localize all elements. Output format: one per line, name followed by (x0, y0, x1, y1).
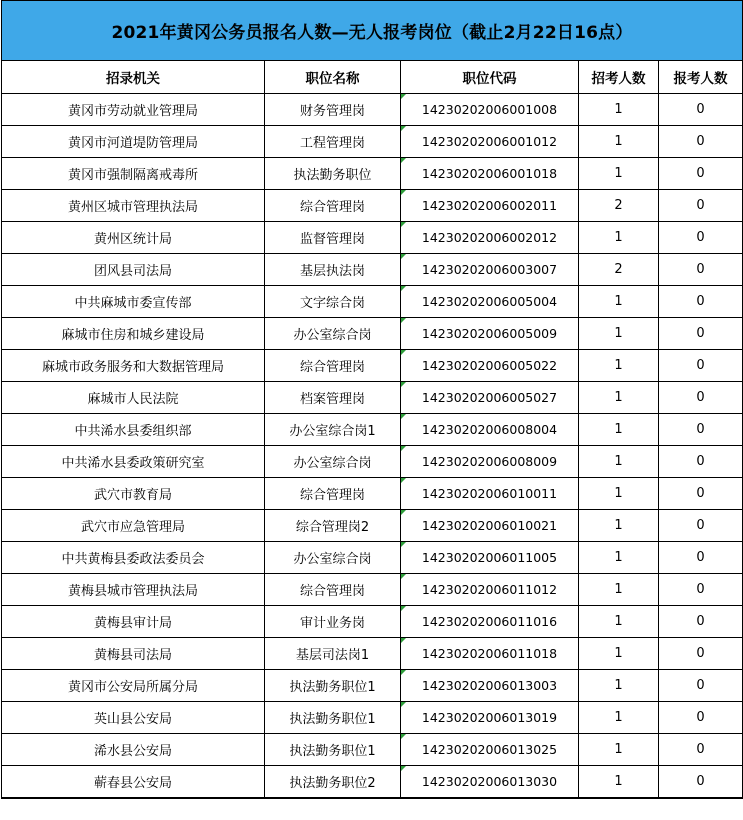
cell-position-code[interactable]: 14230202006005009 (401, 318, 579, 350)
cell-agency[interactable]: 麻城市住房和城乡建设局 (2, 318, 265, 350)
cell-position-name[interactable]: 基层司法岗1 (265, 638, 401, 670)
cell-position-name[interactable]: 审计业务岗 (265, 606, 401, 638)
cell-position-name[interactable]: 办公室综合岗 (265, 318, 401, 350)
table-row (2, 542, 743, 574)
cell-applicant-count[interactable]: 0 (659, 126, 743, 158)
cell-position-name[interactable]: 办公室综合岗 (265, 542, 401, 574)
cell-applicant-count[interactable]: 0 (659, 414, 743, 446)
cell-agency[interactable]: 黄州区统计局 (2, 222, 265, 254)
cell-recruit-count[interactable]: 1 (579, 734, 659, 766)
cell-position-code[interactable]: 14230202006001018 (401, 158, 579, 190)
table-row (2, 414, 743, 446)
cell-recruit-count[interactable]: 1 (579, 350, 659, 382)
cell-recruit-count[interactable]: 2 (579, 190, 659, 222)
cell-recruit-count[interactable]: 1 (579, 542, 659, 574)
cell-applicant-count[interactable]: 0 (659, 638, 743, 670)
cell-position-name[interactable]: 文字综合岗 (265, 286, 401, 318)
cell-position-name[interactable]: 工程管理岗 (265, 126, 401, 158)
table-row (2, 606, 743, 638)
cell-applicant-count[interactable]: 0 (659, 574, 743, 606)
cell-position-name[interactable]: 办公室综合岗 (265, 446, 401, 478)
cell-agency[interactable]: 蕲春县公安局 (2, 766, 265, 798)
table-row (2, 158, 743, 190)
cell-agency[interactable]: 黄梅县审计局 (2, 606, 265, 638)
cell-applicant-count[interactable]: 0 (659, 94, 743, 126)
cell-applicant-count[interactable]: 0 (659, 222, 743, 254)
table-row (2, 638, 743, 670)
cell-position-code[interactable]: 14230202006005027 (401, 382, 579, 414)
cell-recruit-count[interactable]: 1 (579, 414, 659, 446)
cell-applicant-count[interactable]: 0 (659, 702, 743, 734)
table-row (2, 94, 743, 126)
table-row (2, 318, 743, 350)
cell-position-code[interactable]: 14230202006011018 (401, 638, 579, 670)
table-row (2, 446, 743, 478)
cell-position-name[interactable]: 执法勤务职位1 (265, 702, 401, 734)
table-row (2, 670, 743, 702)
table-row (2, 126, 743, 158)
cell-agency[interactable]: 武穴市教育局 (2, 478, 265, 510)
table-row (2, 510, 743, 542)
cell-recruit-count[interactable]: 1 (579, 158, 659, 190)
table-row (2, 766, 743, 798)
cell-position-code[interactable]: 14230202006013019 (401, 702, 579, 734)
cell-position-code[interactable]: 14230202006005022 (401, 350, 579, 382)
cell-position-name[interactable]: 综合管理岗2 (265, 510, 401, 542)
cell-position-name[interactable]: 综合管理岗 (265, 478, 401, 510)
cell-recruit-count[interactable]: 1 (579, 606, 659, 638)
cell-agency[interactable]: 黄冈市公安局所属分局 (2, 670, 265, 702)
cell-position-code[interactable]: 14230202006003007 (401, 254, 579, 286)
table-row (2, 478, 743, 510)
header-position-code: 职位代码 (401, 61, 579, 94)
cell-position-name[interactable]: 执法勤务职位2 (265, 766, 401, 798)
cell-position-name[interactable]: 档案管理岗 (265, 382, 401, 414)
cell-agency[interactable]: 黄梅县司法局 (2, 638, 265, 670)
cell-applicant-count[interactable]: 0 (659, 734, 743, 766)
table-row (2, 222, 743, 254)
cell-position-name[interactable]: 综合管理岗 (265, 574, 401, 606)
cell-agency[interactable]: 麻城市政务服务和大数据管理局 (2, 350, 265, 382)
header-row (2, 61, 743, 94)
cell-applicant-count[interactable]: 0 (659, 478, 743, 510)
table-row (2, 702, 743, 734)
cell-agency[interactable]: 中共麻城市委宣传部 (2, 286, 265, 318)
cell-position-code[interactable]: 14230202006002012 (401, 222, 579, 254)
cell-agency[interactable]: 黄州区城市管理执法局 (2, 190, 265, 222)
table-row (2, 190, 743, 222)
cell-agency[interactable]: 黄冈市强制隔离戒毒所 (2, 158, 265, 190)
cell-agency[interactable]: 英山县公安局 (2, 702, 265, 734)
cell-recruit-count[interactable]: 1 (579, 222, 659, 254)
cell-recruit-count[interactable]: 1 (579, 382, 659, 414)
cell-agency[interactable]: 黄梅县城市管理执法局 (2, 574, 265, 606)
cell-position-code[interactable]: 14230202006008009 (401, 446, 579, 478)
cell-position-code[interactable]: 14230202006008004 (401, 414, 579, 446)
cell-agency[interactable]: 黄冈市劳动就业管理局 (2, 94, 265, 126)
cell-applicant-count[interactable]: 0 (659, 542, 743, 574)
cell-position-name[interactable]: 监督管理岗 (265, 222, 401, 254)
cell-agency[interactable]: 武穴市应急管理局 (2, 510, 265, 542)
cell-position-code[interactable]: 14230202006001008 (401, 94, 579, 126)
cell-recruit-count[interactable]: 1 (579, 702, 659, 734)
cell-applicant-count[interactable]: 0 (659, 190, 743, 222)
cell-agency[interactable]: 浠水县公安局 (2, 734, 265, 766)
table-title: 2021年黄冈公务员报名人数—无人报考岗位（截止2月22日16点） (1, 0, 742, 60)
cell-recruit-count[interactable]: 1 (579, 126, 659, 158)
table-body (2, 94, 743, 798)
positions-table (1, 60, 743, 798)
cell-position-name[interactable]: 综合管理岗 (265, 350, 401, 382)
cell-recruit-count[interactable]: 1 (579, 94, 659, 126)
table-row (2, 734, 743, 766)
cell-recruit-count[interactable]: 1 (579, 478, 659, 510)
table-row (2, 350, 743, 382)
cell-agency[interactable]: 黄冈市河道堤防管理局 (2, 126, 265, 158)
cell-position-code[interactable]: 14230202006010021 (401, 510, 579, 542)
cell-position-code[interactable]: 14230202006013025 (401, 734, 579, 766)
cell-applicant-count[interactable]: 0 (659, 766, 743, 798)
spreadsheet (1, 0, 743, 799)
cell-recruit-count[interactable]: 1 (579, 510, 659, 542)
table-row (2, 254, 743, 286)
cell-agency[interactable]: 中共浠水县委组织部 (2, 414, 265, 446)
cell-recruit-count[interactable]: 1 (579, 638, 659, 670)
table-row (2, 574, 743, 606)
cell-position-code[interactable]: 14230202006005004 (401, 286, 579, 318)
cell-applicant-count[interactable]: 0 (659, 158, 743, 190)
cell-position-code[interactable]: 14230202006001012 (401, 126, 579, 158)
cell-recruit-count[interactable]: 1 (579, 286, 659, 318)
cell-recruit-count[interactable]: 1 (579, 446, 659, 478)
cell-applicant-count[interactable]: 0 (659, 254, 743, 286)
header-agency: 招录机关 (2, 61, 265, 94)
cell-position-name[interactable]: 执法勤务职位 (265, 158, 401, 190)
cell-applicant-count[interactable]: 0 (659, 510, 743, 542)
table-row (2, 382, 743, 414)
cell-position-code[interactable]: 14230202006013030 (401, 766, 579, 798)
cell-applicant-count[interactable]: 0 (659, 670, 743, 702)
cell-recruit-count[interactable]: 1 (579, 318, 659, 350)
cell-agency[interactable]: 麻城市人民法院 (2, 382, 265, 414)
cell-position-name[interactable]: 财务管理岗 (265, 94, 401, 126)
cell-applicant-count[interactable]: 0 (659, 382, 743, 414)
cell-position-name[interactable]: 综合管理岗 (265, 190, 401, 222)
cell-position-code[interactable]: 14230202006010011 (401, 478, 579, 510)
cell-recruit-count[interactable]: 1 (579, 574, 659, 606)
cell-position-code[interactable]: 14230202006002011 (401, 190, 579, 222)
cell-position-name[interactable]: 办公室综合岗1 (265, 414, 401, 446)
cell-agency[interactable]: 中共浠水县委政策研究室 (2, 446, 265, 478)
cell-recruit-count[interactable]: 1 (579, 670, 659, 702)
cell-applicant-count[interactable]: 0 (659, 286, 743, 318)
header-position-name: 职位名称 (265, 61, 401, 94)
cell-applicant-count[interactable]: 0 (659, 606, 743, 638)
cell-applicant-count[interactable]: 0 (659, 446, 743, 478)
cell-recruit-count[interactable]: 2 (579, 254, 659, 286)
cell-agency[interactable]: 中共黄梅县委政法委员会 (2, 542, 265, 574)
cell-position-code[interactable]: 14230202006011005 (401, 542, 579, 574)
cell-recruit-count[interactable]: 1 (579, 766, 659, 798)
cell-position-code[interactable]: 14230202006013003 (401, 670, 579, 702)
table-row (2, 286, 743, 318)
cell-position-name[interactable]: 执法勤务职位1 (265, 670, 401, 702)
header-recruit-count: 招考人数 (579, 61, 659, 94)
cell-position-code[interactable]: 14230202006011012 (401, 574, 579, 606)
header-applicant-count: 报考人数 (659, 61, 743, 94)
cell-applicant-count[interactable]: 0 (659, 350, 743, 382)
cell-position-code[interactable]: 14230202006011016 (401, 606, 579, 638)
cell-position-name[interactable]: 基层执法岗 (265, 254, 401, 286)
cell-agency[interactable]: 团风县司法局 (2, 254, 265, 286)
cell-applicant-count[interactable]: 0 (659, 318, 743, 350)
cell-position-name[interactable]: 执法勤务职位1 (265, 734, 401, 766)
